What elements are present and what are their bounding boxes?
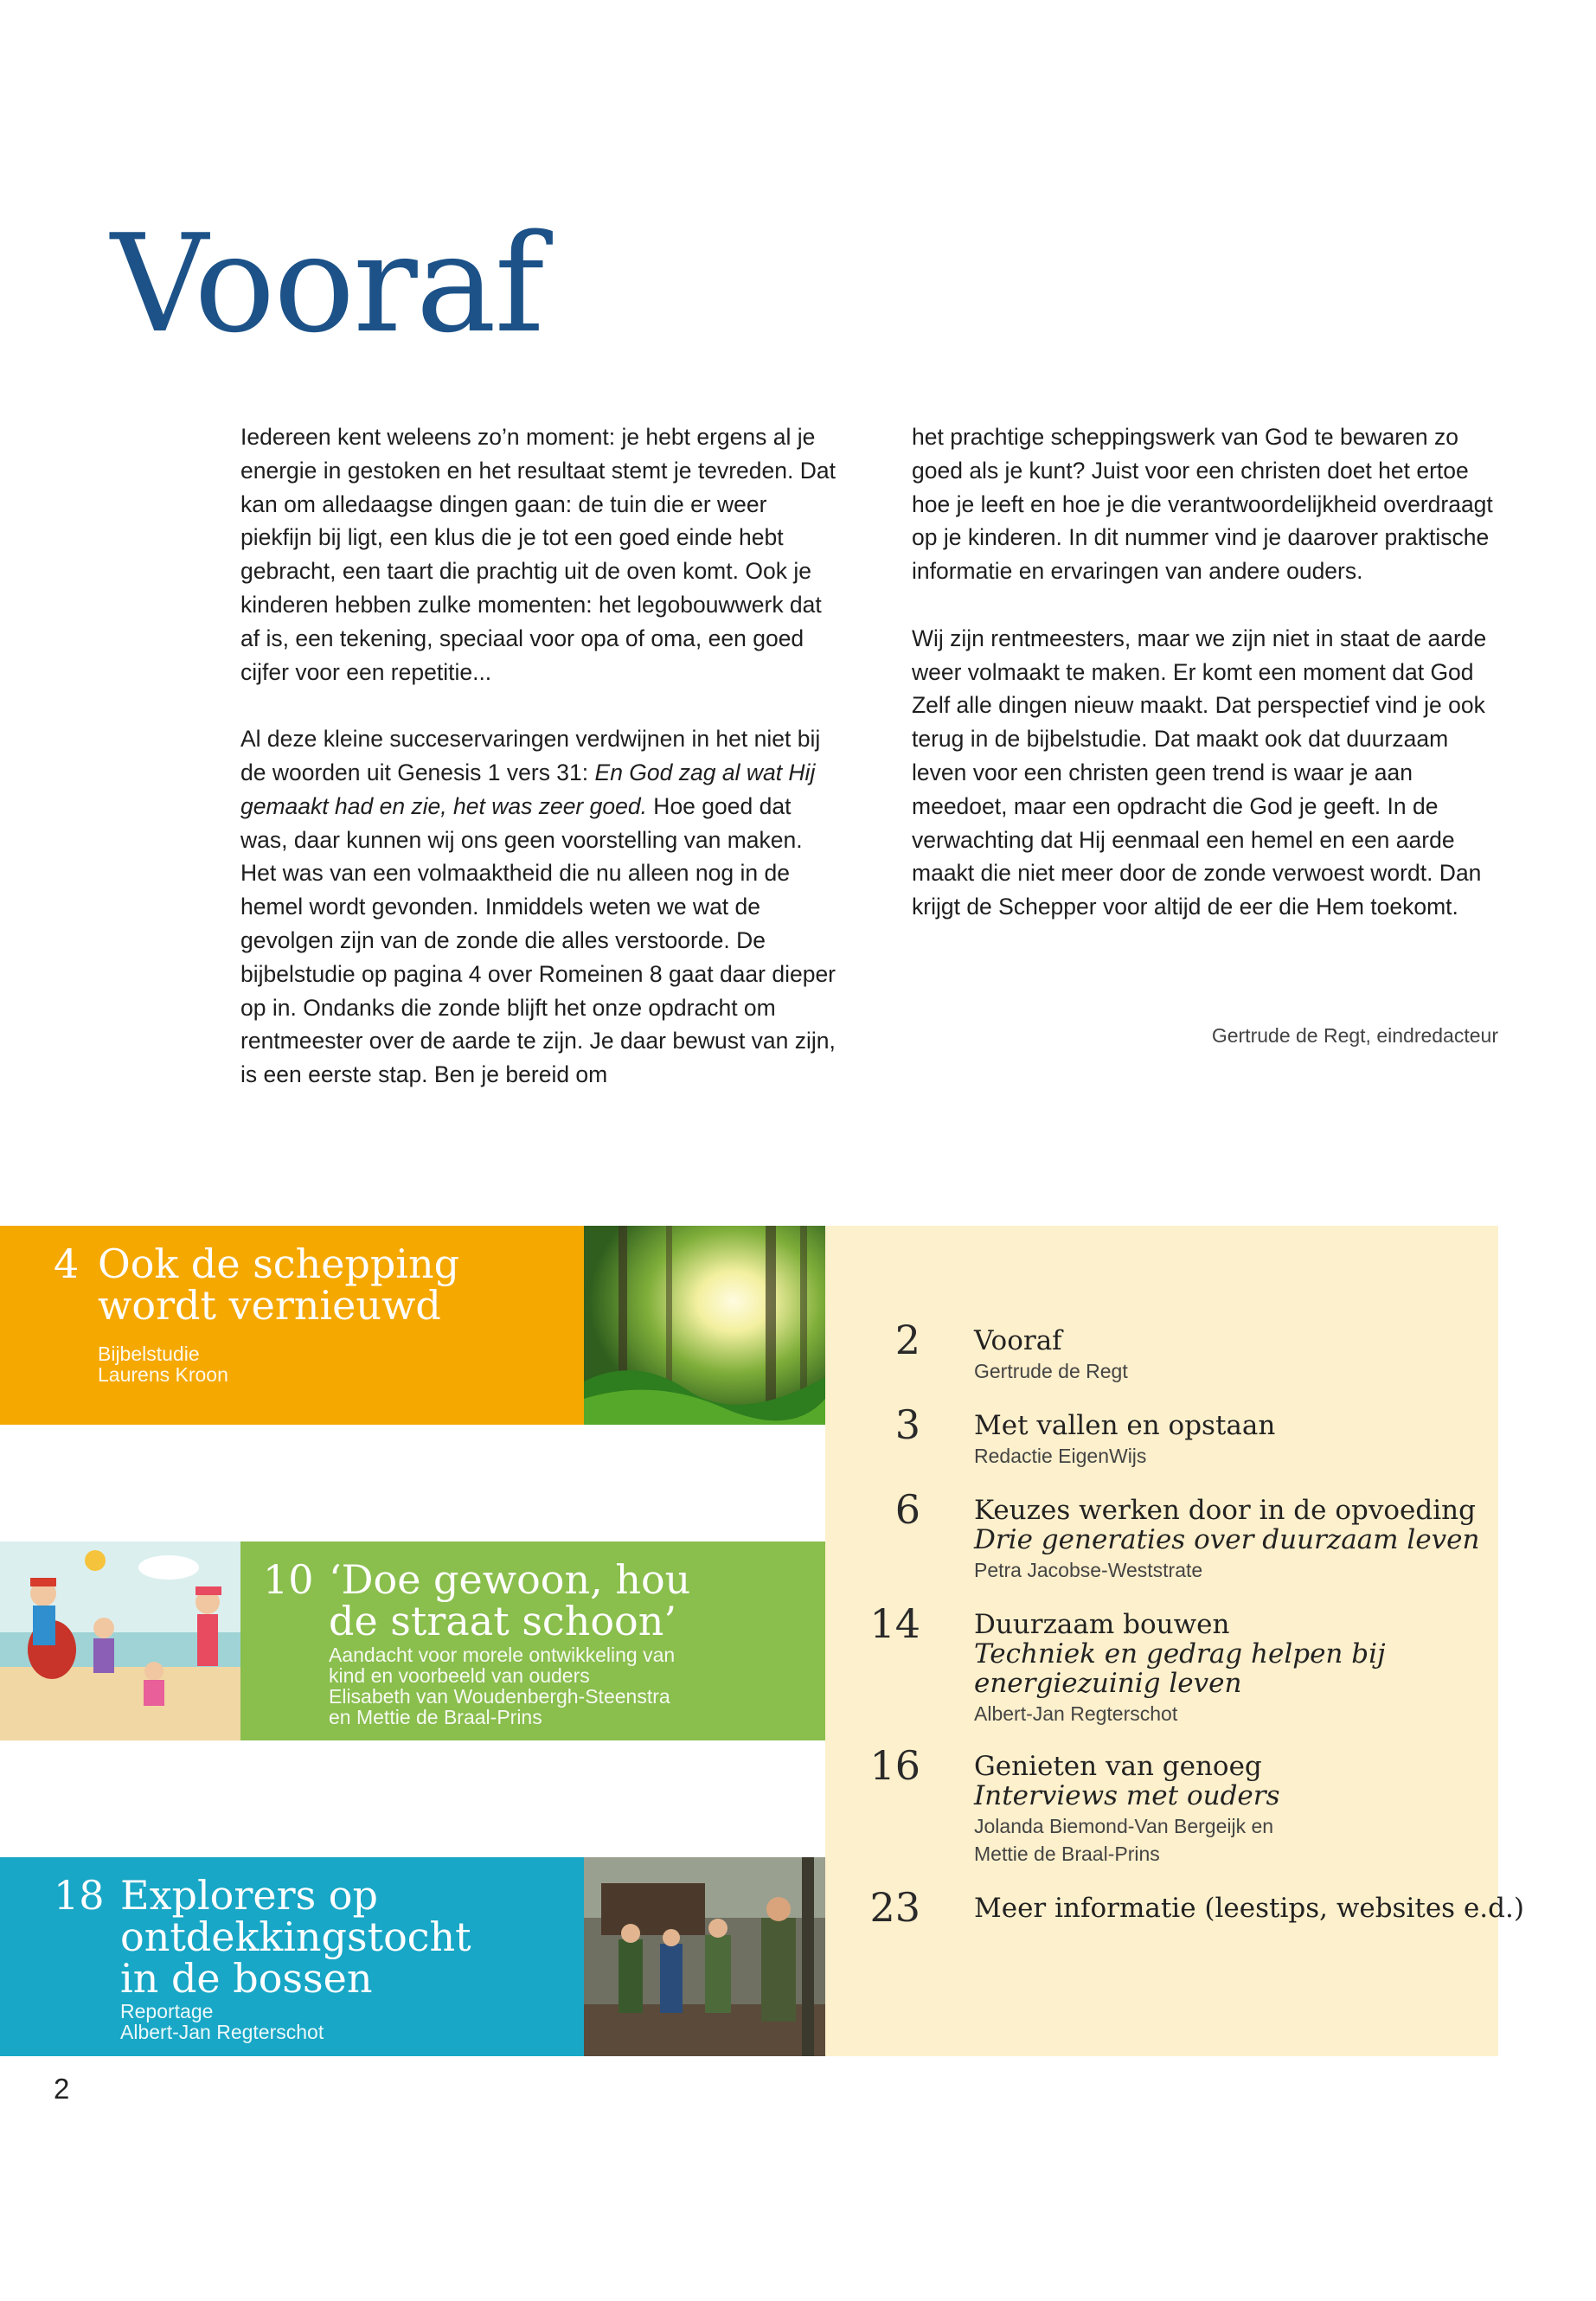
feature-title-line: ‘Doe gewoon, hou — [329, 1556, 691, 1603]
toc-subtitle — [974, 1639, 1386, 1698]
toc-author — [974, 1442, 1146, 1470]
scouts-forest-photo — [584, 1857, 825, 2056]
feature-title — [98, 1240, 460, 1329]
page-title: Vooraf — [111, 205, 543, 362]
feature-title-line: de straat schoon’ — [329, 1598, 676, 1644]
feature-title — [120, 1872, 471, 2002]
children-cleanup-illustration — [0, 1541, 240, 1740]
intro-paragraph — [240, 722, 837, 1092]
feature-page-number: 18 — [54, 1872, 105, 1919]
paragraph-text: Iedereen kent weleens zo’n moment: je hebt ergens al je energie in gestoken en het resultaat stemt je tevreden. Dat kan om alledaagse dingen gaan: de tuin die er weer piekfijn bij ligt, een klus die je tot een goed einde hebt gebracht, een taart die prachtig uit de oven komt. Ook je kinderen hebben zulke momenten: het legobouwwerk dat af is, een tekening, speciaal voor opa of oma, een goed cijfer voor een repetitie... — [240, 424, 836, 685]
toc-author-line: Redactie EigenWijs — [974, 1445, 1147, 1467]
paragraph-text: Hoe goed dat was, daar kunnen wij ons geen voorstelling van maken. Het was van een volmaaktheid die nu alleen nog in de hemel wordt gevonden. Inmiddels weten we wat de gevolgen zijn van de zonde die alles verstoorde. De bijbelstudie op pagina 4 over Romeinen 8 gaat daar dieper op in. Ondanks die zonde blijft het onze opdracht om rentmeester over de aarde te zijn. Je daar bewust van zijn, is een eerste stap. Ben je bereid om — [240, 792, 836, 1088]
feature-title-line: ontdekkingstocht — [120, 1913, 471, 1960]
feature-subtitle-line: Elisabeth van Woudenbergh-Steenstra — [329, 1685, 670, 1708]
toc-title: Meer informatie (leestips, websites e.d.) — [974, 1893, 1524, 1924]
toc-author-line: Petra Jacobse-Weststrate — [974, 1559, 1203, 1581]
toc-author — [974, 1700, 1177, 1727]
feature-title-line: in de bossen — [120, 1955, 373, 2002]
bible-quote: En God zag al wat Hij gemaakt had en zie, het was zeer goed. — [240, 759, 816, 819]
intro-paragraph — [912, 420, 1509, 588]
feature-subtitle — [329, 1644, 675, 1727]
toc-title: Met vallen en opstaan — [974, 1410, 1276, 1441]
toc-page-number: 2 — [894, 1317, 920, 1363]
feature-subtitle-line: Bijbelstudie — [98, 1343, 200, 1365]
table-of-contents — [825, 1226, 1524, 2056]
paragraph-text: Al deze kleine succeservaringen verdwijnen in het niet bij de woorden uit Genesis 1 vers 31: — [240, 726, 821, 785]
feature-bijbelstudie[interactable] — [0, 1226, 584, 1425]
intro-paragraph — [240, 420, 837, 689]
toc-subtitle — [974, 1525, 1480, 1554]
toc-subtitle-line: Interviews met ouders — [974, 1780, 1280, 1811]
forest-sunlight-photo — [584, 1226, 825, 1425]
toc-title: Keuzes werken door in de opvoeding — [974, 1495, 1476, 1526]
toc-title: Duurzaam bouwen — [974, 1609, 1230, 1640]
feature-subtitle-line: Aandacht voor morele ontwikkeling van — [329, 1644, 676, 1666]
toc-subtitle-line: Drie generaties over duurzaam leven — [974, 1524, 1480, 1555]
feature-page-number: 10 — [263, 1556, 314, 1603]
intro-column-left — [240, 420, 837, 1125]
page-number: 2 — [54, 2073, 70, 2105]
intro-paragraph — [912, 622, 1509, 924]
feature-subtitle-line: Laurens Kroon — [98, 1363, 228, 1386]
toc-author — [974, 1357, 1128, 1385]
toc-author-line: Albert-Jan Regterschot — [974, 1702, 1178, 1725]
toc-page-number: 6 — [894, 1486, 920, 1533]
toc-author-line: Mettie de Braal-Prins — [974, 1843, 1160, 1865]
toc-author-line: Jolanda Biemond-Van Bergeijk en — [974, 1815, 1274, 1837]
toc-page-number: 3 — [894, 1401, 920, 1448]
editor-signature: Gertrude de Regt, eindredacteur — [1211, 1024, 1498, 1047]
toc-subtitle-line: energiezuinig leven — [974, 1668, 1242, 1699]
feature-title — [329, 1556, 691, 1644]
toc-author — [974, 1556, 1202, 1584]
feature-subtitle-line: Albert-Jan Regterschot — [120, 2021, 324, 2043]
toc-author — [974, 1812, 1273, 1868]
toc-page-number: 14 — [869, 1600, 920, 1647]
toc-page-number: 23 — [869, 1884, 920, 1931]
feature-subtitle-line: kind en voorbeeld van ouders — [329, 1664, 590, 1687]
feature-subtitle-line: Reportage — [120, 2000, 214, 2022]
feature-title-line: Ook de schepping — [98, 1240, 460, 1287]
paragraph-text: het prachtige scheppingswerk van God te bewaren zo goed als je kunt? Juist voor een christen doet het ertoe hoe je leeft en hoe je die verantwoordelijkheid overdraagt op je kinderen. In dit nummer vind je daarover praktische informatie en ervaringen van andere ouders. — [912, 424, 1493, 585]
feature-subtitle-line: en Mettie de Braal-Prins — [329, 1706, 542, 1728]
feature-subtitle — [98, 1343, 228, 1385]
feature-page-number: 4 — [54, 1240, 80, 1287]
feature-title-line: Explorers op — [120, 1872, 378, 1919]
toc-page-number: 16 — [869, 1742, 920, 1789]
feature-title-line: wordt vernieuwd — [98, 1282, 441, 1329]
feature-subtitle — [120, 2001, 324, 2042]
feature-straat-schoon[interactable] — [240, 1541, 825, 1740]
feature-explorers[interactable] — [0, 1857, 584, 2056]
paragraph-text: Wij zijn rentmeesters, maar we zijn niet in staat de aarde weer volmaakt te maken. Er komt een moment dat God Zelf alle dingen nieuw maakt. Dat perspectief vind je ook terug in de bijbelstudie. Dat maakt ook dat duurzaam leven voor een christen geen trend is waar je aan meedoet, maar een opdracht die God je geeft. In de verwachting dat Hij eenmaal een hemel en een aarde maakt die niet meer door de zonde verwoest wordt. Dan krijgt de Schepper voor altijd de eer die Hem toekomt. — [912, 625, 1487, 920]
toc-subtitle-line: Techniek en gedrag helpen bij — [974, 1638, 1386, 1670]
toc-title: Vooraf — [974, 1325, 1062, 1356]
intro-column-right — [912, 420, 1509, 958]
toc-subtitle — [974, 1781, 1280, 1811]
toc-author-line: Gertrude de Regt — [974, 1360, 1128, 1382]
toc-title: Genieten van genoeg — [974, 1751, 1262, 1782]
